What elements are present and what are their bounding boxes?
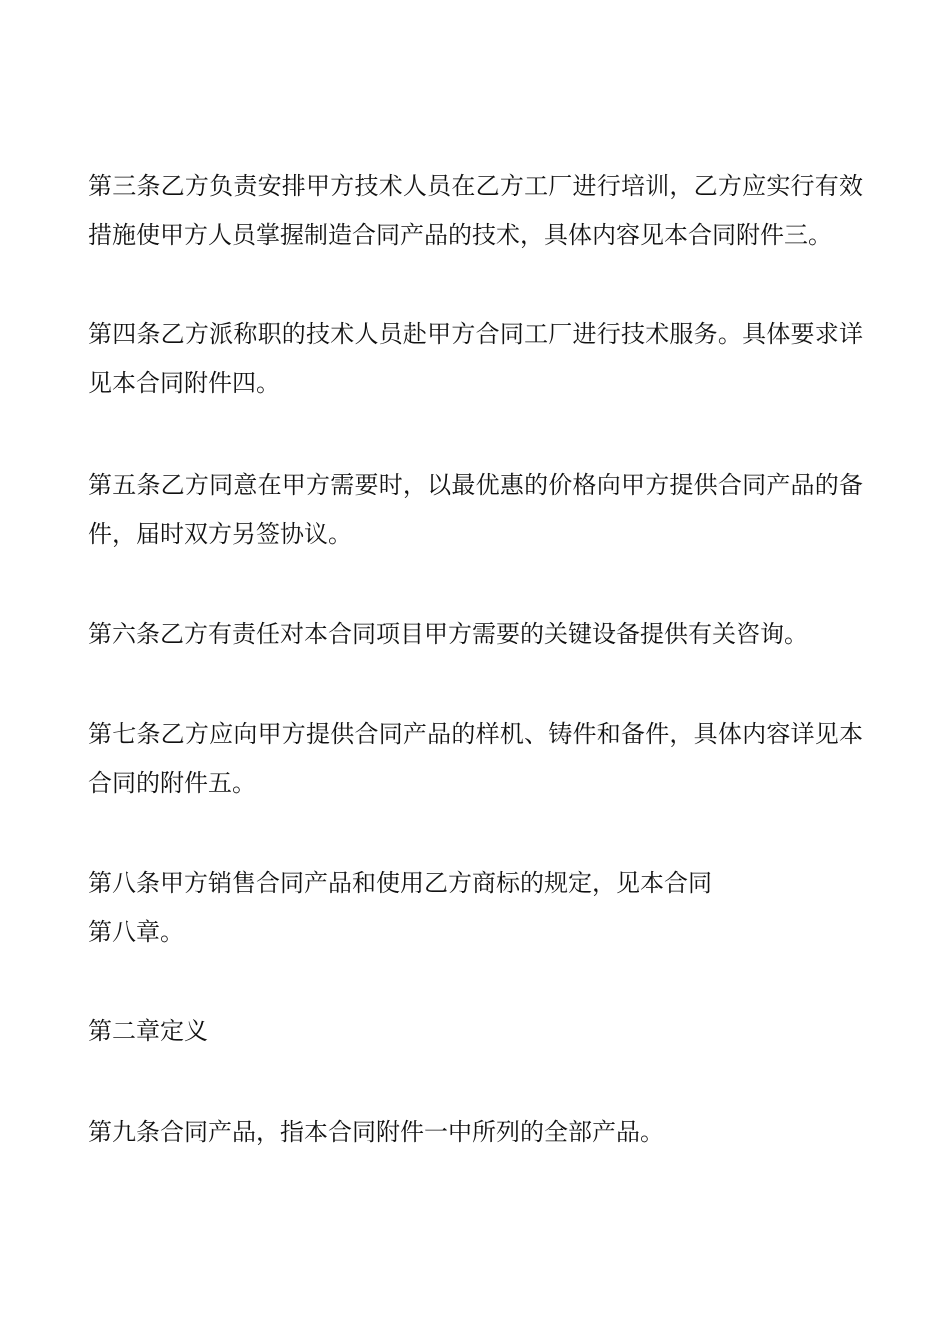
article-4-line-2: 见本合同附件四。 [88,369,280,397]
article-4-paragraph [88,310,863,408]
article-8-paragraph [88,859,863,957]
article-7-line-2: 合同的附件五。 [88,769,256,797]
article-4-line-1: 第四条乙方派称职的技术人员赴甲方合同工厂进行技术服务。具体要求详 [88,320,863,348]
article-5-line-1: 第五条乙方同意在甲方需要时，以最优惠的价格向甲方提供合同产品的备 [88,471,863,499]
article-5-paragraph [88,461,863,559]
chapter-2-heading-text: 第二章定义 [88,1017,208,1045]
article-9-paragraph [88,1108,863,1157]
article-5-line-2: 件，届时双方另签协议。 [88,520,352,548]
chapter-2-heading [88,1007,863,1056]
article-3-paragraph [88,162,863,260]
article-8-line-2: 第八章。 [88,918,184,946]
article-3-line-1: 第三条乙方负责安排甲方技术人员在乙方工厂进行培训，乙方应实行有效 [88,172,863,200]
article-9-line-1: 第九条合同产品，指本合同附件一中所列的全部产品。 [88,1118,664,1146]
article-6-paragraph [88,610,863,659]
article-8-line-1: 第八条甲方销售合同产品和使用乙方商标的规定，见本合同 [88,869,712,897]
article-7-paragraph [88,710,863,808]
article-6-line-1: 第六条乙方有责任对本合同项目甲方需要的关键设备提供有关咨询。 [88,620,808,648]
article-3-line-2: 措施使甲方人员掌握制造合同产品的技术，具体内容见本合同附件三。 [88,221,832,249]
article-7-line-1: 第七条乙方应向甲方提供合同产品的样机、铸件和备件，具体内容详见本 [88,720,863,748]
